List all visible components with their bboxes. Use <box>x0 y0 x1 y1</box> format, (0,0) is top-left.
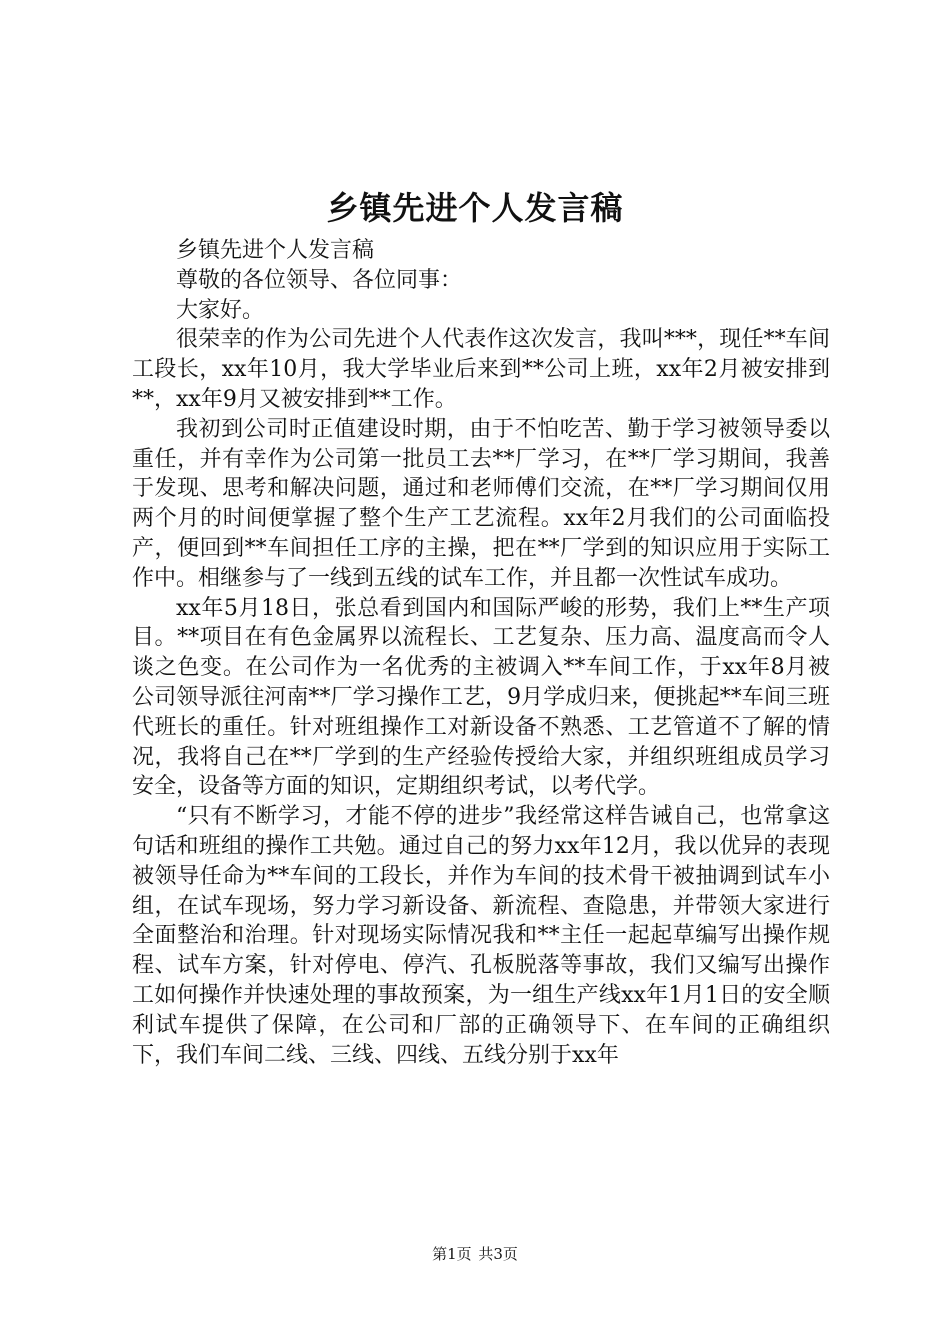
paragraph-learning: “只有不断学习，才能不停的进步”我经常这样告诫自己，也常拿这句话和班组的操作工共勉。通过自己的努力xx年12月，我以优异的表现被领导任命为**车间的工段长，并作为车间的技术骨干被抽调到试车小组，在试车现场，努力学习新设备、新流程、查隐患，并带领大家进行全面整治和治理。针对现场实际情况我和**主任一起起草编写出操作规程、试车方案，针对停电、停汽、孔板脱落等事故，我们又编写出操作工如何操作并快速处理的事故预案，为一组生产线xx年1月1日的安全顺利试车提供了保障，在公司和厂部的正确领导下、在车间的正确组织下，我们车间二线、三线、四线、五线分别于xx年 <box>132 804 830 1068</box>
paragraph-greeting: 大家好。 <box>176 297 265 323</box>
document-body <box>132 236 830 1070</box>
paragraph-early-work: 我初到公司时正值建设时期，由于不怕吃苦、勤于学习被领导委以重任，并有幸作为公司第一批员工去**厂学习，在**厂学习期间，我善于发现、思考和解决问题，通过和老师傅们交流，在**厂学习期间仅用两个月的时间便掌握了整个生产工艺流程。xx年2月我们的公司面临投产，便回到**车间担任工序的主操，把在**厂学到的知识应用于实际工作中。相继参与了一线到五线的试车工作，并且都一次性试车成功。 <box>132 416 830 591</box>
paragraph-introduction: 很荣幸的作为公司先进个人代表作这次发言，我叫***，现任**车间工段长，xx年10月，我大学毕业后来到**公司上班，xx年2月被安排到**，xx年9月又被安排到**工作。 <box>132 327 830 412</box>
document-title: 乡镇先进个人发言稿 <box>326 189 624 227</box>
paragraph-project: xx年5月18日，张总看到国内和国际严峻的形势，我们上**生产项目。**项目在有色金属界以流程长、工艺复杂、压力高、温度高而令人谈之色变。在公司作为一名优秀的主被调入**车间工作，于xx年8月被公司领导派往河南**厂学习操作工艺，9月学成归来，便挑起**车间三班代班长的重任。针对班组操作工对新设备不熟悉、工艺管道不了解的情况，我将自己在**厂学到的生产经验传授给大家，并组织班组成员学习安全，设备等方面的知识，定期组织考试，以考代学。 <box>132 595 830 800</box>
paragraph-salutation: 尊敬的各位领导、各位同事： <box>176 267 463 293</box>
page-footer: 第1页 共3页 <box>432 1245 518 1263</box>
paragraph-heading: 乡镇先进个人发言稿 <box>176 238 375 263</box>
